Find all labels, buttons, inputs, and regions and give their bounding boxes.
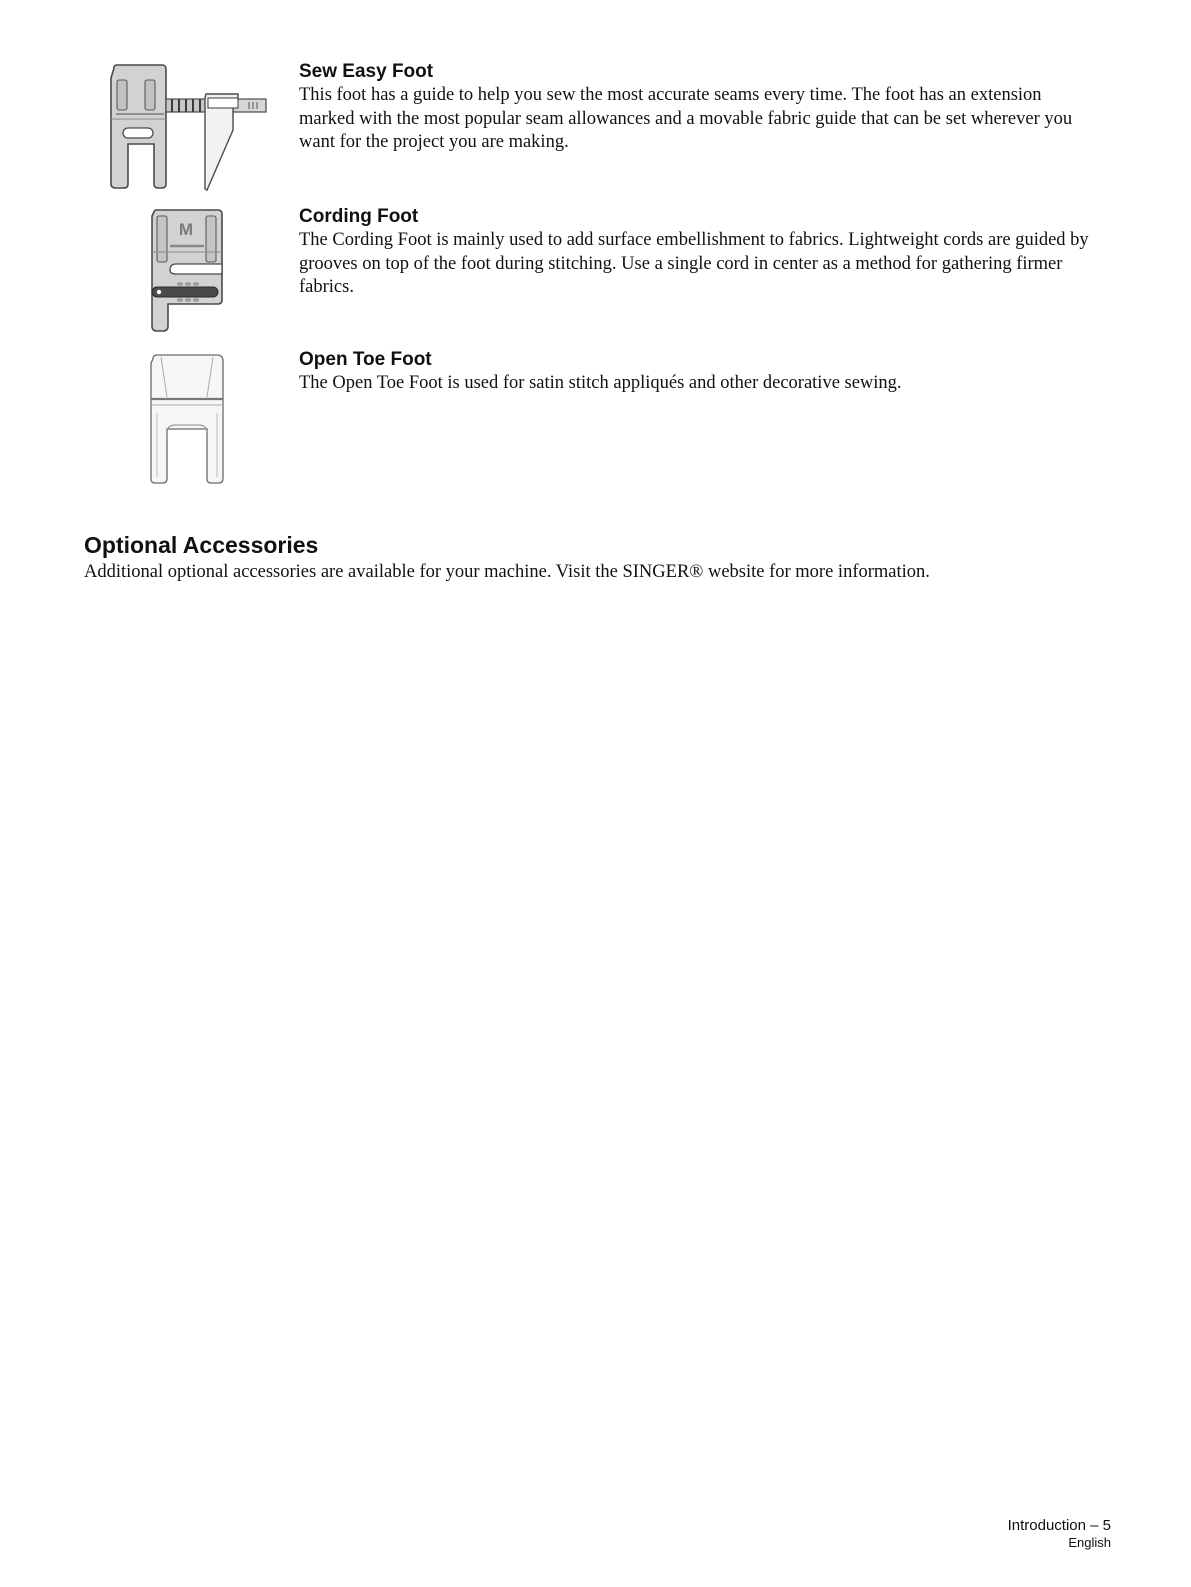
optional-accessories-section	[84, 530, 1134, 584]
open-toe-foot-icon	[147, 353, 227, 490]
foot-description: The Cording Foot is mainly used to add surface embellishment to fabrics. Lightweight cords are guided by grooves on top of the foot during stitching. Use a single cord in center as a method for gathering firmer fabrics.	[299, 230, 1089, 297]
page-number: Introduction – 5	[1007, 1517, 1111, 1534]
page-footer	[1008, 1516, 1111, 1551]
foot-title: Open Toe Foot	[299, 349, 432, 370]
sew-easy-foot-icon	[106, 62, 270, 199]
section-heading: Optional Accessories	[84, 532, 319, 558]
foot-description: The Open Toe Foot is used for satin stitch appliqués and other decorative sewing.	[299, 373, 902, 393]
foot-badge-letter: M	[178, 220, 194, 239]
language-label: English	[1068, 1535, 1111, 1550]
section-description: Additional optional accessories are available for your machine. Visit the SINGER® website for more information.	[84, 562, 930, 582]
foot-title: Sew Easy Foot	[299, 61, 434, 82]
cording-foot-icon	[148, 208, 228, 339]
foot-description: This foot has a guide to help you sew the most accurate seams every time. The foot has an extension marked with the most popular seam allowances and a movable fabric guide that can be set wherever you want for the project you are making.	[299, 85, 1073, 152]
foot-title: Cording Foot	[299, 206, 419, 227]
